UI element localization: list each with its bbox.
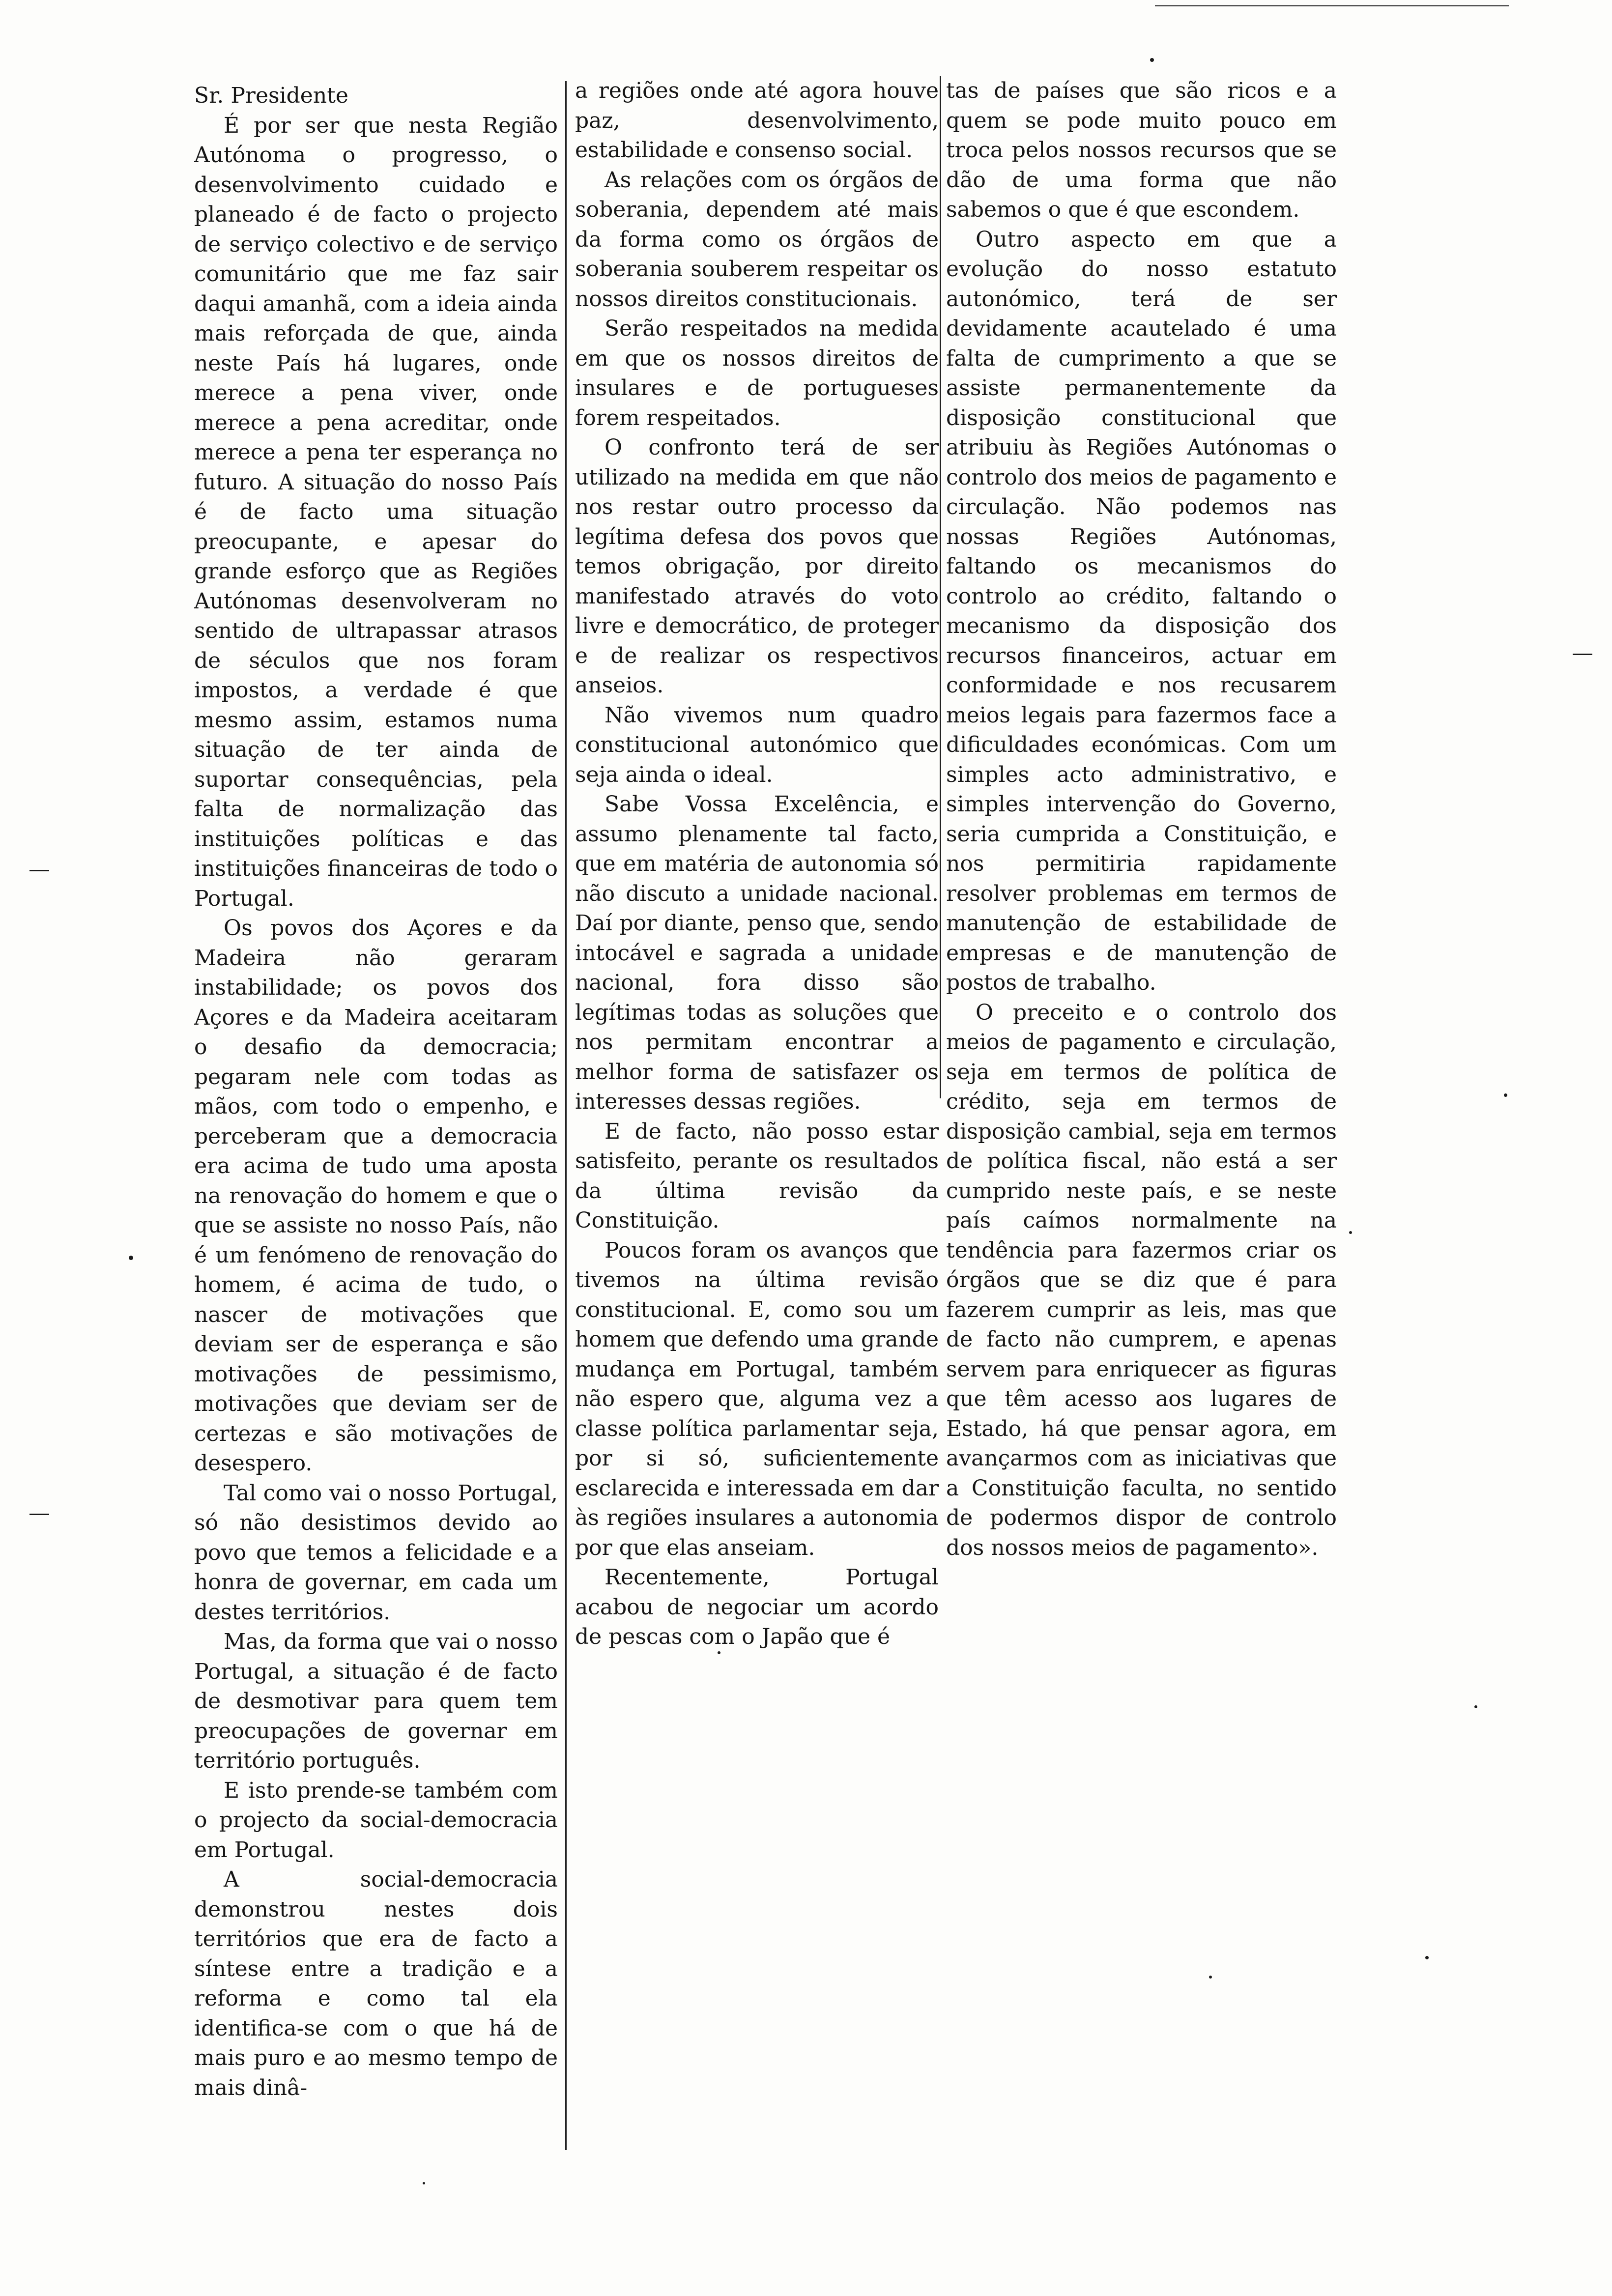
paragraph: Recentemente, Portugal acabou de negociar um acordo de pescas com o Japão que é	[575, 1565, 939, 1649]
paragraph: E isto prende-se também com o projecto da social-democracia em Portugal.	[194, 1778, 558, 1863]
paragraph: É por ser que nesta Região Autónoma o progresso, o desenvolvimento cuidado e planeado é de facto o projecto de serviço colectivo e de serviço comunitário que me faz sair daqui amanhã, com a ideia ainda mais reforçada de que, ainda neste País há lugares, onde merece a pena viver, onde merece a pena acreditar, onde merece a pena ter esperança no futuro. A situação do nosso País é de facto uma situação preocupante, e apesar do grande esforço que as Regiões Autónomas desenvolveram no sentido de ultrapassar atrasos de séculos que nos foram impostos, a verdade é que mesmo assim, estamos numa situação de ter ainda de suportar consequências, pela falta de normalização das instituições políticas e das instituições financeiras de todo o Portugal.	[194, 113, 558, 911]
scan-speck	[29, 1514, 49, 1515]
paragraph: a regiões onde até agora houve paz, desenvolvimento, estabilidade e consenso social.	[575, 78, 939, 163]
scan-speck	[1425, 1956, 1429, 1959]
text-column-3	[946, 76, 1337, 1796]
scan-speck	[423, 2182, 425, 2184]
scan-speck	[1209, 1976, 1212, 1979]
paragraph: Sabe Vossa Excelência, e assumo plenamente tal facto, que em matéria de autonomia só não discuto a unidade nacional. Daí por diante, penso que, sendo intocável e sagrada a unidade nacional, fora disso são legítimas todas as soluções que nos permitam encontrar a melhor forma de satisfazer os interesses dessas regiões.	[575, 792, 939, 1114]
paragraph: O preceito e o controlo dos meios de pagamento e circulação, seja em termos de política de crédito, seja em termos de disposição cambial, seja em termos de política fiscal, não está a ser cumprido neste país, e se neste país caímos normalmente na tendência para fazermos criar os órgãos que se diz que é para fazerem cumprir as leis, mas que de facto não cumprem, e apenas servem para enriquecer as figuras que têm acesso aos lugares de Estado, há que pensar agora, em avançarmos com as iniciativas que a Constituição faculta, no sentido de podermos dispor de controlo dos nossos meios de pagamento».	[946, 1000, 1337, 1560]
paragraph: Tal como vai o nosso Portugal, só não desistimos devido ao povo que temos a felicidade e a honra de governar, em cada um destes territórios.	[194, 1480, 558, 1625]
paragraph: Serão respeitados na medida em que os nossos direitos de insulares e de portugueses forem respeitados.	[575, 316, 939, 430]
column-rule-right	[940, 76, 941, 1098]
paragraph: Mas, da forma que vai o nosso Portugal, a situação é de facto de desmotivar para quem tem preocupações de governar em território português.	[194, 1629, 558, 1773]
scan-speck	[1474, 1705, 1477, 1708]
paragraph: A social-democracia demonstrou nestes dois territórios que era de facto a síntese entre a tradição e a reforma e como tal ela identifica-se com o que há de mais puro e ao mesmo tempo de mais dinâ-	[194, 1867, 558, 2100]
top-edge-line	[1155, 5, 1509, 6]
scan-speck	[1504, 1093, 1507, 1097]
scan-speck	[718, 1651, 720, 1654]
paragraph: O confronto terá de ser utilizado na medida em que não nos restar outro processo da legítima defesa dos povos que temos obrigação, por direito manifestado através do voto livre e democrático, de proteger e de realizar os respectivos anseios.	[575, 435, 939, 698]
scan-speck	[1349, 1231, 1352, 1234]
scan-speck	[1573, 654, 1592, 655]
paragraph: As relações com os órgãos de soberania, dependem até mais da forma como os órgãos de soberania souberem respeitar os nossos direitos constitucionais.	[575, 167, 939, 312]
paragraph: tas de países que são ricos e a quem se pode muito pouco em troca pelos nossos recursos que se dão de uma forma que não sabemos o que é que escondem.	[946, 78, 1337, 222]
paragraph: Os povos dos Açores e da Madeira não geraram instabilidade; os povos dos Açores e da Madeira aceitaram o desafio da democracia; pegaram nele com todas as mãos, com todo o empenho, e perceberam que a democracia era acima de tudo uma aposta na renovação do homem e que o que se assiste no nosso País, não é um fenómeno de renovação do homem, é acima de tudo, o nascer de motivações que deviam ser de esperança e são motivações de pessimismo, motivações que deviam ser de certezas e são motivações de desespero.	[194, 916, 558, 1476]
scan-speck	[1150, 58, 1154, 62]
scan-speck	[29, 870, 49, 871]
paragraph: Outro aspecto em que a evolução do nosso estatuto autonómico, terá de ser devidamente acautelado é uma falta de cumprimento a que se assiste permanentemente da disposição constitucional que atribuiu às Regiões Autónomas o controlo dos meios de pagamento e circulação. Não podemos nas nossas Regiões Autónomas, faltando os mecanismos do controlo ao crédito, faltando o mecanismo da disposição dos recursos financeiros, actuar em conformidade e nos recusarem meios legais para fazermos face a dificuldades económicas. Com um simples acto administrativo, e simples intervenção do Governo, seria cumprida a Constituição, e nos permitiria rapidamente resolver problemas em termos de manutenção de estabilidade de empresas e de manutenção de postos de trabalho.	[946, 227, 1337, 995]
paragraph: Poucos foram os avanços que tivemos na última revisão constitucional. E, como sou um homem que defendo uma grande mudança em Portugal, também não espero que, alguma vez a classe política parlamentar seja, por si só, suficientemente esclarecida e interessada em dar às regiões insulares a autonomia por que elas anseiam.	[575, 1237, 939, 1560]
paragraph: E de facto, não posso estar satisfeito, perante os resultados da última revisão da Constituição.	[575, 1119, 939, 1233]
text-column-1	[194, 81, 558, 2145]
scan-speck	[129, 1256, 133, 1260]
paragraph: Sr. Presidente	[194, 83, 348, 108]
column-rule-left	[565, 81, 567, 2150]
text-column-2	[575, 76, 939, 1796]
paragraph: Não vivemos num quadro constitucional autonómico que seja ainda o ideal.	[575, 702, 939, 787]
